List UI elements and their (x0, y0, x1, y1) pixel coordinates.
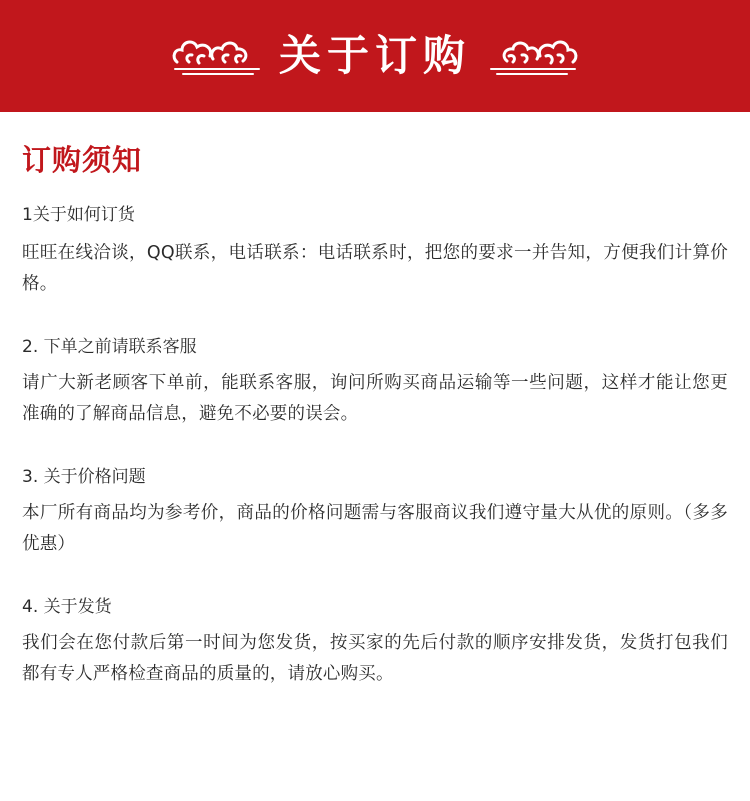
page-banner (0, 0, 750, 112)
notice-block-1-heading: 1关于如何订货 (22, 205, 135, 225)
cloud-ornament-left-icon (169, 29, 265, 84)
notice-block-4-body: 我们会在您付款后第一时间为您发货，按买家的先后付款的顺序安排发货，发货打包我们都有专人严格检查商品的质量的，请放心购买。 (22, 633, 728, 684)
notice-block-4-heading: 4. 关于发货 (22, 597, 112, 618)
banner-inner (169, 29, 581, 84)
notice-block-3-body: 本厂所有商品均为参考价，商品的价格问题需与客服商议我们遵守量大从优的原则。（多多优惠） (22, 503, 728, 554)
notice-block-1-body: 旺旺在线洽谈，QQ联系，电话联系：电话联系时，把您的要求一并告知，方便我们计算价格。 (22, 242, 728, 294)
notice-block-2-body: 请广大新老顾客下单前，能联系客服，询问所购买商品运输等一些问题，这样才能让您更准确的了解商品信息，避免不必要的误会。 (22, 373, 728, 424)
notice-content (0, 112, 750, 690)
notice-block-3-heading: 3. 关于价格问题 (22, 467, 146, 488)
banner-title: 关于订购 (278, 31, 471, 80)
notice-block-4 (22, 593, 728, 689)
page-title: 订购须知 (22, 143, 143, 177)
cloud-ornament-right-icon (485, 29, 581, 84)
notice-block-2-heading: 2. 下单之前请联系客服 (22, 337, 197, 358)
notice-block-2 (22, 333, 728, 429)
notice-block-3 (22, 463, 728, 559)
notice-block-1 (22, 201, 728, 299)
